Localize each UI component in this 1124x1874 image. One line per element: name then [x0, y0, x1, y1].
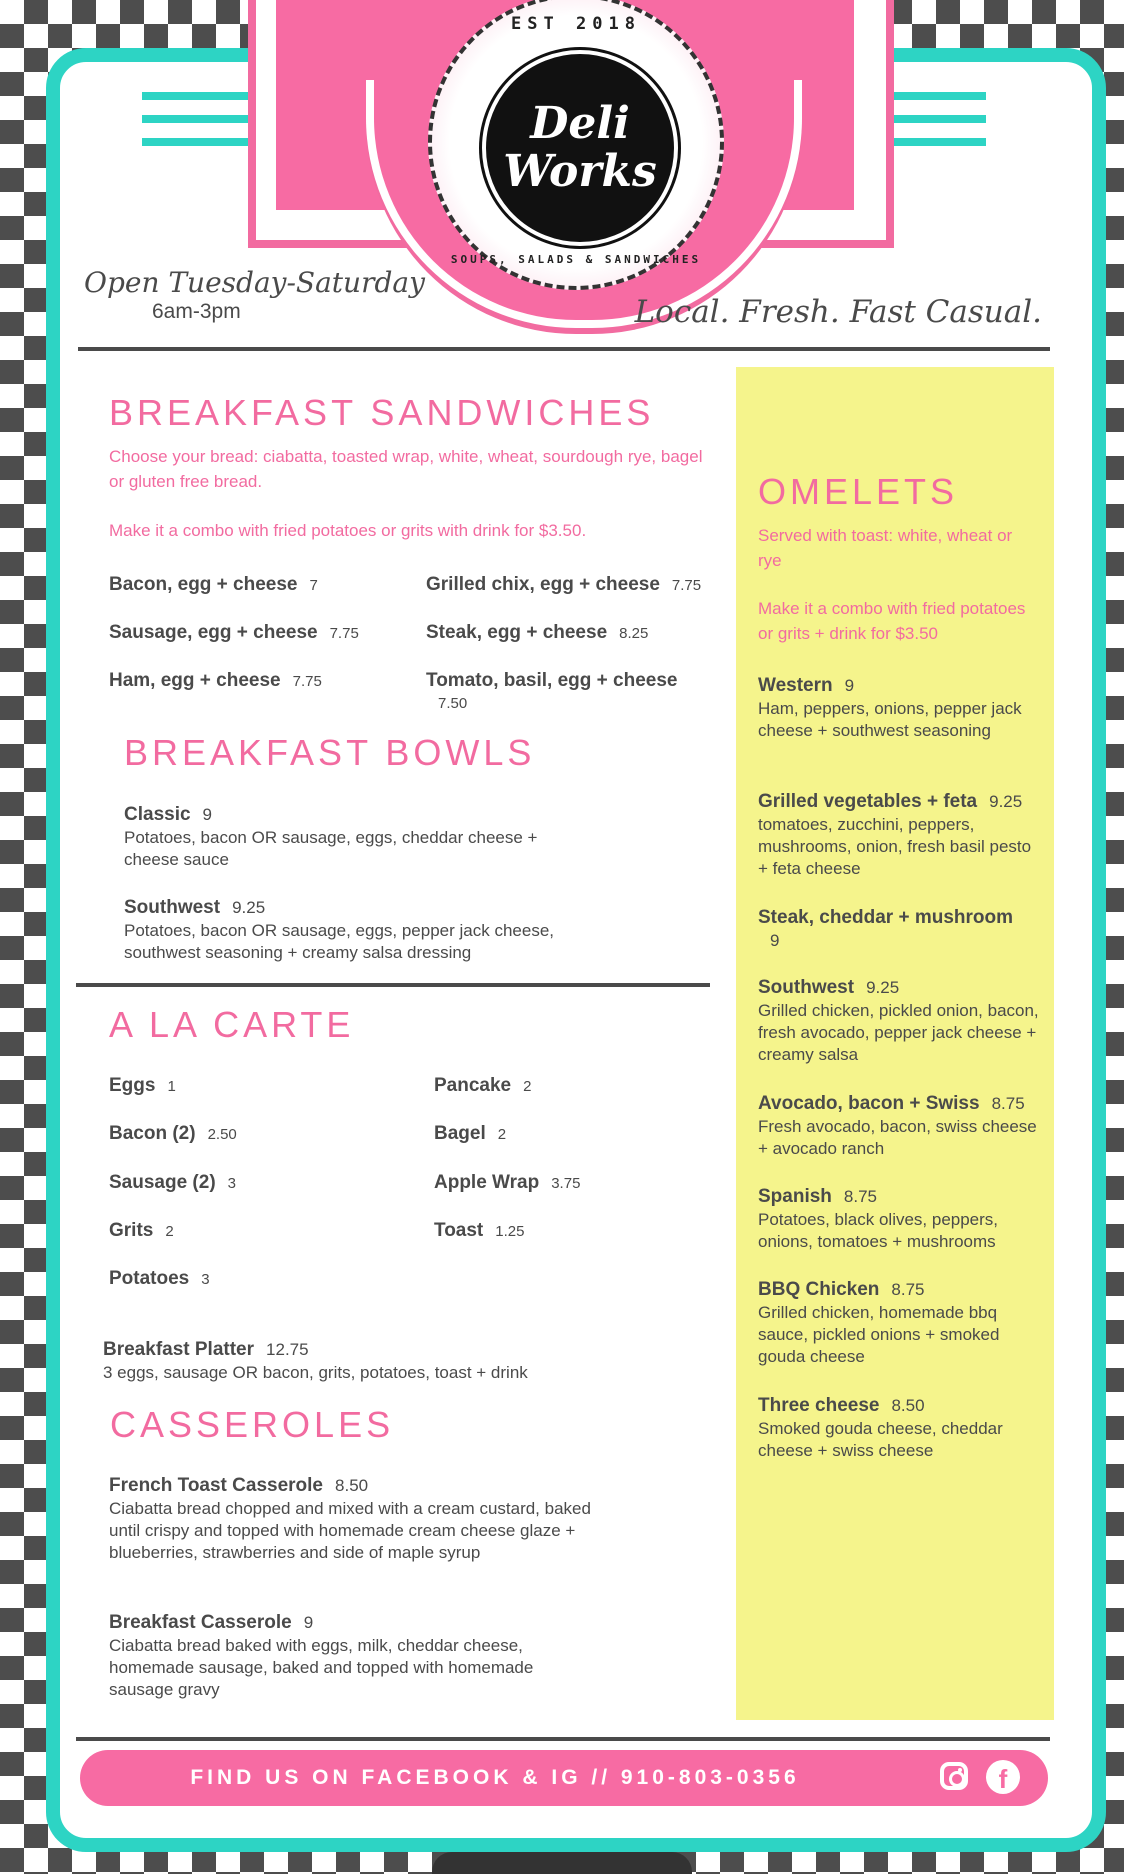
bread-note: Choose your bread: ciabatta, toasted wrap, white, wheat, sourdough rye, bagel or gluten free bread. — [109, 447, 703, 491]
menu-item: Eggs 1 — [109, 1075, 176, 1096]
bottom-tab — [432, 1852, 692, 1874]
menu-item: Grilled chix, egg + cheese 7.75 — [426, 574, 702, 595]
footer-contact: FIND US ON FACEBOOK & IG // 910-803-0356 — [190, 1766, 800, 1789]
menu-item: Western 9 Ham, peppers, onions, pepper jack cheese + southwest seasoning — [758, 675, 1022, 740]
section-title-omelets: OMELETS — [758, 471, 959, 512]
divider-mid — [76, 983, 710, 987]
teal-lines-left — [142, 92, 262, 154]
menu-item: Classic 9 Potatoes, bacon OR sausage, eggs, cheddar cheese + cheese sauce — [124, 804, 538, 869]
logo-ring-text: SOUPS, SALADS & SANDWICHES — [450, 253, 702, 266]
menu-item: BBQ Chicken 8.75 Grilled chicken, homemade bbq sauce, pickled onions + smoked gouda cheese — [758, 1279, 1000, 1366]
menu-item: Southwest 9.25 Grilled chicken, pickled onion, bacon, fresh avocado, pepper jack cheese + creamy salsa — [758, 977, 1039, 1064]
toast-note: Served with toast: white, wheat or rye — [758, 526, 1013, 570]
menu-item: Avocado, bacon + Swiss 8.75 Fresh avocado, bacon, swiss cheese + avocado ranch — [758, 1093, 1037, 1158]
divider-bottom — [76, 1737, 1050, 1741]
menu-item: Bacon (2) 2.50 — [109, 1123, 237, 1144]
menu-item: Bagel 2 — [434, 1123, 507, 1144]
deli-works-logo — [428, 0, 724, 290]
menu-item: French Toast Casserole 8.50 Ciabatta bread chopped and mixed with a cream custard, baked until crispy and topped with homemade cream cheese glaze + blueberries, strawberries and side of maple syrup — [109, 1475, 591, 1562]
logo-name-line2: Works — [503, 146, 657, 197]
instagram-icon[interactable] — [940, 1762, 968, 1790]
logo-est: EST 2018 — [511, 14, 641, 34]
menu-item: Breakfast Casserole 9 Ciabatta bread baked with eggs, milk, cheddar cheese, homemade sausage, baked and topped with homemade sausage gravy — [109, 1612, 534, 1699]
tagline: Local. Fresh. Fast Casual. — [634, 294, 1042, 330]
menu-item: Steak, cheddar + mushroom 9 — [758, 907, 1013, 950]
footer-bar — [80, 1750, 1048, 1806]
menu-item: Apple Wrap 3.75 — [434, 1172, 581, 1193]
menu-item: Ham, egg + cheese 7.75 — [109, 670, 322, 691]
facebook-icon[interactable]: f — [986, 1760, 1020, 1794]
menu-item: Sausage, egg + cheese 7.75 — [109, 622, 359, 643]
logo-name-line1: Deli — [530, 98, 630, 149]
section-title-breakfast-bowls: BREAKFAST BOWLS — [124, 732, 536, 773]
menu-item: Grits 2 — [109, 1220, 174, 1241]
menu-item: Potatoes 3 — [109, 1268, 210, 1289]
menu-item: Sausage (2) 3 — [109, 1172, 236, 1193]
section-title-a-la-carte: A LA CARTE — [109, 1004, 355, 1045]
combo-note: Make it a combo with fried potatoes or grits with drink for $3.50. — [109, 521, 587, 540]
menu-item: Grilled vegetables + feta 9.25 tomatoes, zucchini, peppers, mushrooms, onion, fresh basil pesto + feta cheese — [758, 791, 1032, 878]
menu-item: Toast 1.25 — [434, 1220, 525, 1241]
menu-item: Southwest 9.25 Potatoes, bacon OR sausage, eggs, pepper jack cheese, southwest seasoning + creamy salsa dressing — [124, 897, 554, 962]
menu-item: Bacon, egg + cheese 7 — [109, 574, 318, 595]
section-title-casseroles: CASSEROLES — [110, 1404, 395, 1445]
divider-top — [78, 347, 1050, 351]
breakfast-platter: Breakfast Platter 12.75 3 eggs, sausage OR bacon, grits, potatoes, toast + drink — [103, 1339, 528, 1382]
menu-item: Spanish 8.75 Potatoes, black olives, peppers, onions, tomatoes + mushrooms — [758, 1186, 999, 1251]
menu-item: Three cheese 8.50 Smoked gouda cheese, cheddar cheese + swiss cheese — [758, 1395, 1003, 1460]
menu-item: Steak, egg + cheese 8.25 — [426, 622, 649, 643]
logo-badge — [482, 50, 678, 246]
menu-item: Pancake 2 — [434, 1075, 532, 1096]
section-title-breakfast-sandwiches: BREAKFAST SANDWICHES — [109, 392, 655, 433]
menu-item: Tomato, basil, egg + cheese 7.50 — [426, 670, 678, 712]
omelet-combo-note: Make it a combo with fried potatoes or grits + drink for $3.50 — [758, 599, 1026, 643]
hours-time: 6am-3pm — [152, 300, 241, 323]
hours-days: Open Tuesday-Saturday — [84, 266, 425, 299]
